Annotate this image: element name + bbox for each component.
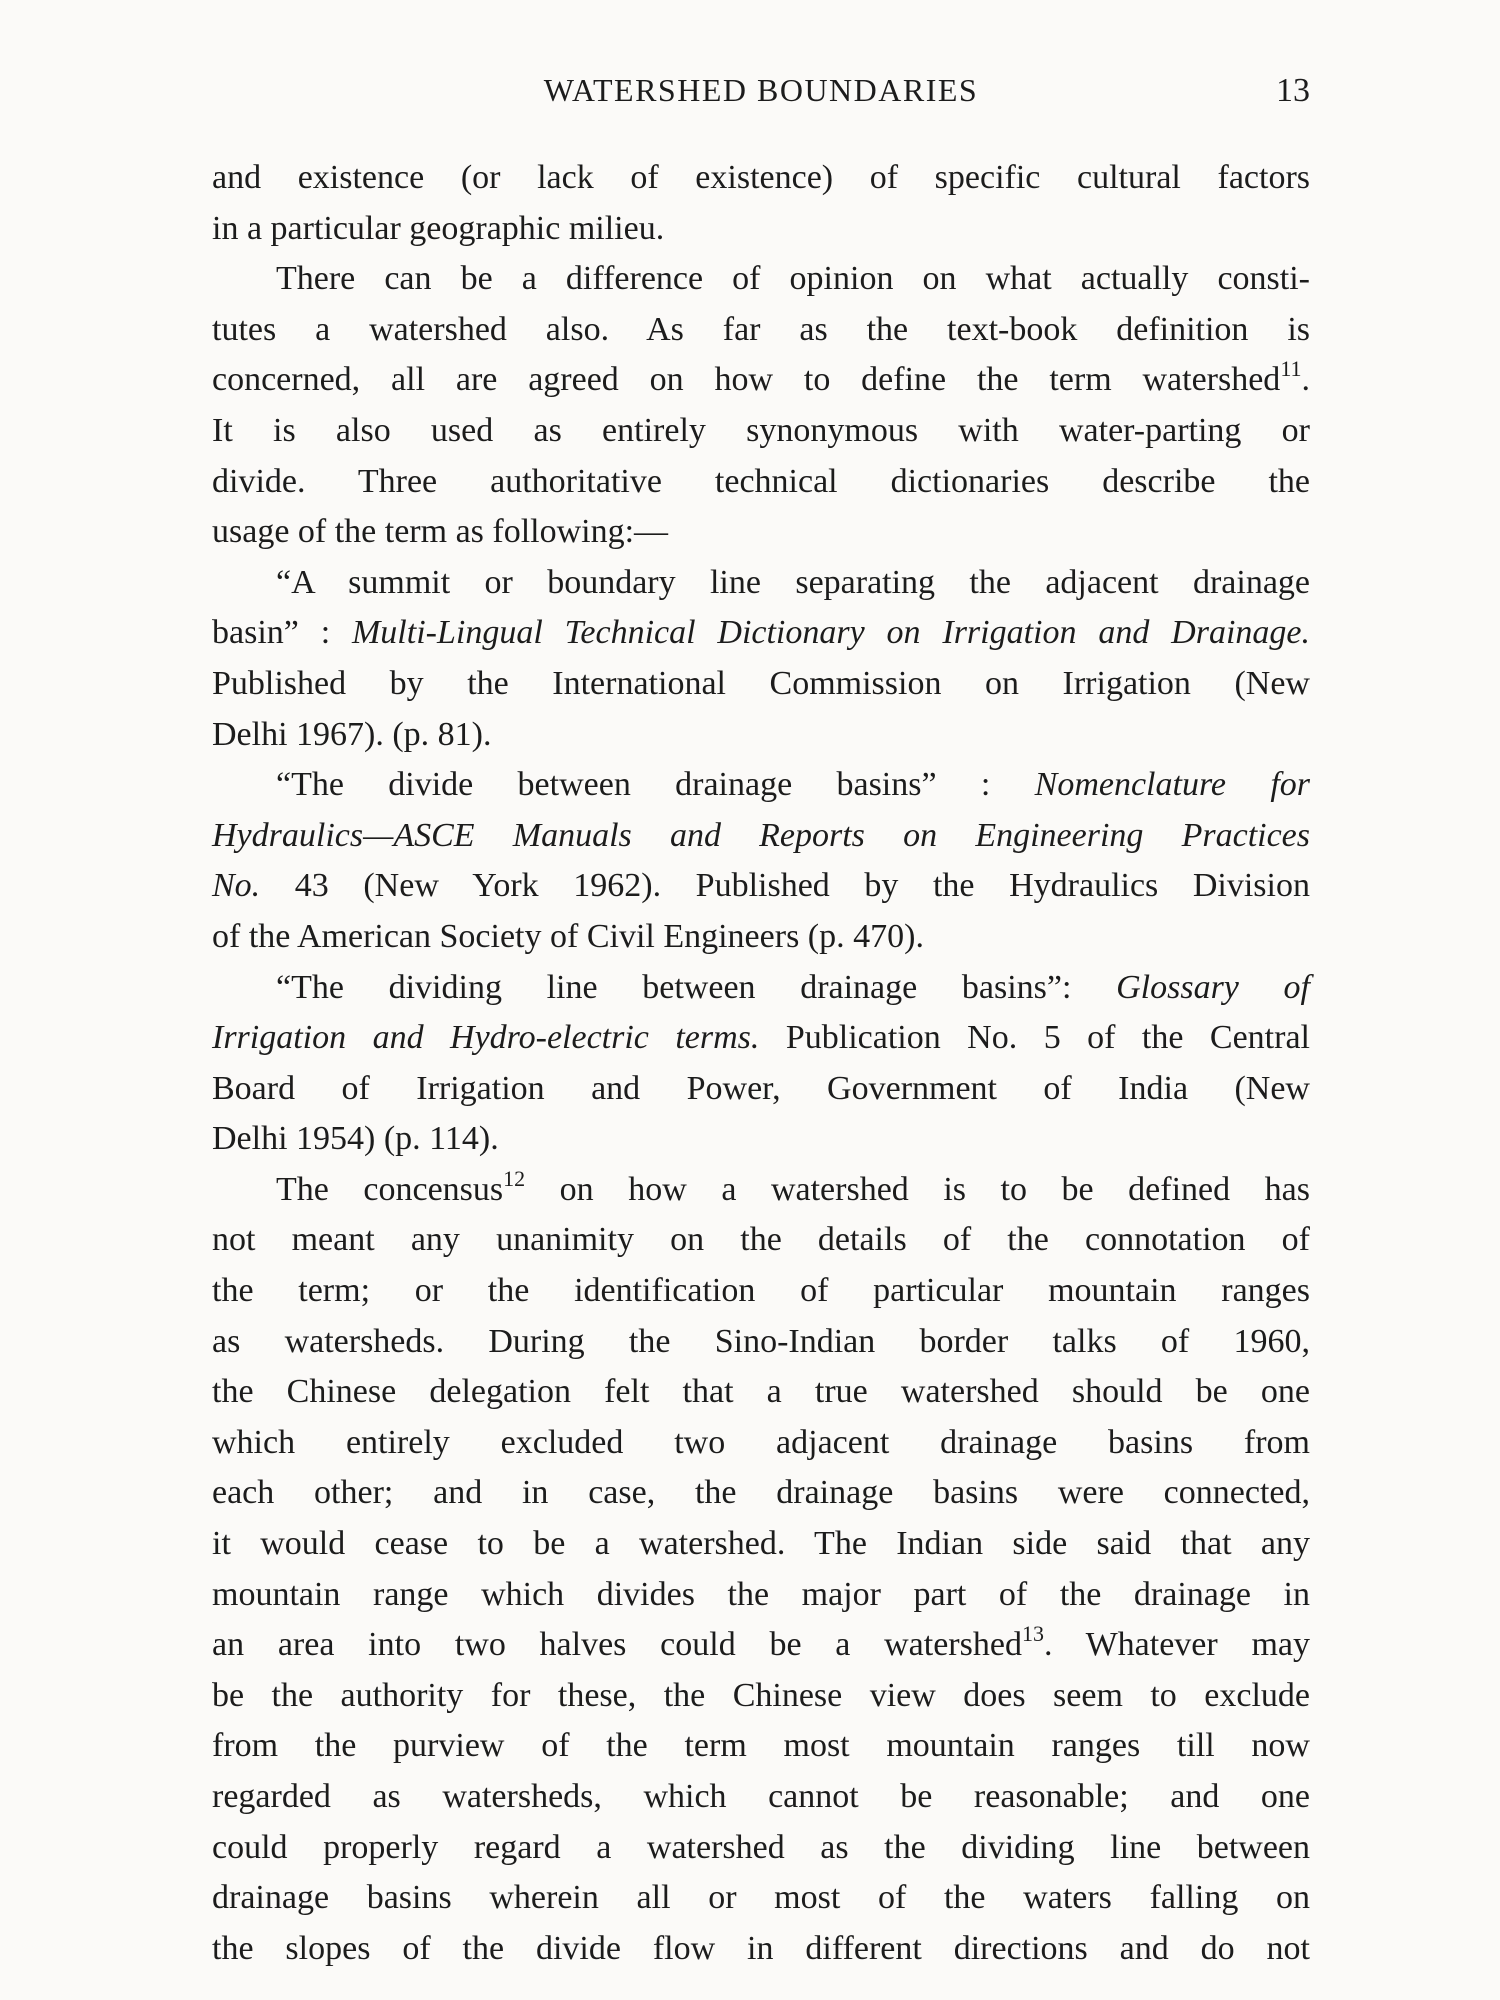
text-line: from the purview of the term most mountain ranges till now bbox=[212, 1727, 1310, 1765]
text-line: not meant any unanimity on the details of the connotation of bbox=[212, 1221, 1310, 1259]
text-line: be the authority for these, the Chinese view does seem to exclude bbox=[212, 1676, 1310, 1714]
text-segment: on how a watershed is to be defined has bbox=[525, 1170, 1310, 1208]
text-line: each other; and in case, the drainage basins were connected, bbox=[212, 1474, 1310, 1512]
text-line bbox=[212, 355, 1310, 406]
paragraph-continuation bbox=[212, 153, 1310, 254]
text-line bbox=[212, 963, 1310, 1014]
quote-definition-1 bbox=[212, 558, 1310, 760]
body-text bbox=[212, 153, 1310, 1974]
text-line: It is also used as entirely synonymous with water-parting or bbox=[212, 411, 1310, 449]
text-line: There can be a difference of opinion on what actually consti- bbox=[276, 260, 1310, 298]
quote-definition-2 bbox=[212, 760, 1310, 962]
footnote-ref-12: 12 bbox=[503, 1165, 526, 1191]
running-title: WATERSHED BOUNDARIES bbox=[543, 72, 979, 108]
text-line: Delhi 1954) (p. 114). bbox=[212, 1120, 499, 1158]
text-segment: Publication No. 5 of the Central bbox=[759, 1019, 1310, 1057]
running-head bbox=[212, 72, 1310, 122]
text-line: tutes a watershed also. As far as the text-book definition is bbox=[212, 310, 1310, 348]
text-line: drainage basins wherein all or most of the waters falling on bbox=[212, 1879, 1310, 1917]
text-line: “A summit or boundary line separating the adjacent drainage bbox=[276, 563, 1310, 601]
page-number: 13 bbox=[1276, 72, 1310, 109]
source-title: Nomenclature for bbox=[1034, 766, 1310, 804]
text-segment: . Whatever may bbox=[1043, 1626, 1310, 1664]
text-line bbox=[212, 760, 1310, 811]
text-line bbox=[212, 861, 1310, 912]
footnote-ref-13: 13 bbox=[1021, 1620, 1044, 1646]
text-line: it would cease to be a watershed. The Indian side said that any bbox=[212, 1525, 1310, 1563]
source-title: Glossary of bbox=[1116, 968, 1311, 1006]
text-line: the slopes of the divide flow in different directions and do not bbox=[212, 1929, 1310, 1967]
text-segment: “The divide between drainage basins” : bbox=[276, 766, 1035, 804]
text-line: the term; or the identification of particular mountain ranges bbox=[212, 1272, 1310, 1310]
text-segment: “The dividing line between drainage basins”: bbox=[276, 968, 1117, 1006]
text-line: usage of the term as following:— bbox=[212, 513, 669, 551]
text-line: divide. Three authoritative technical dictionaries describe the bbox=[212, 462, 1310, 500]
text-line: in a particular geographic milieu. bbox=[212, 209, 665, 247]
paragraph-concensus bbox=[212, 1165, 1310, 1975]
text-line: and existence (or lack of existence) of specific cultural factors bbox=[212, 159, 1310, 196]
text-line: Board of Irrigation and Power, Government of India (New bbox=[212, 1069, 1310, 1107]
footnote-ref-11: 11 bbox=[1280, 356, 1302, 382]
source-title: Irrigation and Hydro-electric terms. bbox=[212, 1019, 760, 1057]
text-line: as watersheds. During the Sino-Indian border talks of 1960, bbox=[212, 1322, 1310, 1360]
text-line: Published by the International Commission on Irrigation (New bbox=[212, 664, 1310, 702]
text-line: of the American Society of Civil Engineers (p. 470). bbox=[212, 917, 924, 955]
text-segment: No. bbox=[212, 867, 261, 905]
text-line: Delhi 1967). (p. 81). bbox=[212, 715, 492, 753]
paragraph-watershed-opinion bbox=[212, 254, 1310, 558]
text-segment: 43 (New York 1962). Published by the Hydraulics Division bbox=[260, 867, 1310, 905]
text-line bbox=[212, 1165, 1310, 1216]
text-segment: an area into two halves could be a watershed bbox=[212, 1626, 1022, 1664]
quote-definition-3 bbox=[212, 963, 1310, 1165]
text-line: Hydraulics—ASCE Manuals and Reports on Engineering Practices bbox=[212, 816, 1310, 854]
text-segment: basin” : bbox=[212, 614, 352, 652]
text-line: which entirely excluded two adjacent drainage basins from bbox=[212, 1423, 1310, 1461]
text-line bbox=[212, 1013, 1310, 1064]
text-segment: concerned, all are agreed on how to define the term watershed bbox=[212, 361, 1281, 399]
text-segment: The concensus bbox=[276, 1170, 504, 1208]
text-line: could properly regard a watershed as the dividing line between bbox=[212, 1828, 1310, 1866]
text-line bbox=[212, 1620, 1310, 1671]
text-line: the Chinese delegation felt that a true watershed should be one bbox=[212, 1373, 1310, 1411]
text-segment: . bbox=[1301, 361, 1310, 399]
text-line: regarded as watersheds, which cannot be reasonable; and one bbox=[212, 1778, 1310, 1815]
text-line bbox=[212, 608, 1310, 659]
source-title: Multi-Lingual Technical Dictionary on Irrigation and Drainage. bbox=[351, 614, 1310, 652]
text-line: mountain range which divides the major part of the drainage in bbox=[212, 1575, 1310, 1613]
